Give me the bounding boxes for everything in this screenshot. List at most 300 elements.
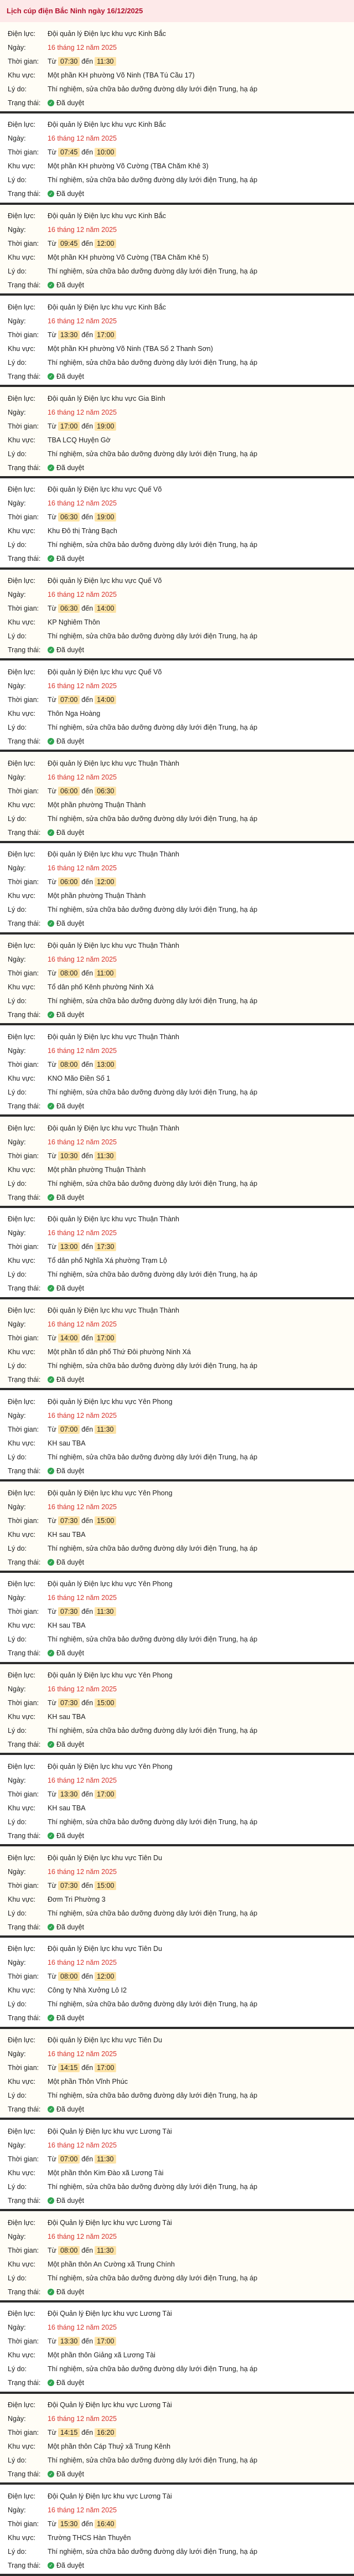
reason-row (8, 903, 354, 917)
unit-row (8, 2124, 354, 2138)
reason-row (8, 720, 354, 734)
status-row (8, 2011, 354, 2025)
time-row (8, 237, 354, 251)
check-circle-icon: ✓ (48, 100, 54, 106)
time-end: 12:00 (95, 239, 116, 248)
reason-value: Thí nghiệm, sửa chữa bảo dưỡng đường dây lưới điện Trung, hạ áp (48, 2092, 258, 2099)
reason-row (8, 1997, 354, 2011)
status-value: Đã duyệt (56, 99, 85, 107)
check-circle-icon: ✓ (48, 1285, 54, 1292)
time-to-label: đến (81, 148, 93, 157)
area-row (8, 1527, 354, 1541)
status-value: Đã duyệt (56, 1284, 85, 1293)
status-row (8, 1464, 354, 1478)
reason-row (8, 1815, 354, 1829)
time-end: 13:00 (95, 1060, 116, 1069)
area-label: Khu vực: (8, 1713, 36, 1721)
outage-record (0, 1573, 354, 1664)
area-label: Khu vực: (8, 801, 36, 809)
unit-value: Đội quản lý Điện lực khu vực Quế Võ (48, 668, 162, 676)
time-start: 07:00 (58, 695, 80, 704)
unit-row (8, 2216, 354, 2229)
reason-label: Lý do: (8, 723, 27, 731)
unit-label: Điện lực: (8, 1762, 36, 1770)
time-label: Thời gian: (8, 240, 39, 247)
time-from-label: Từ (48, 1973, 57, 1981)
status-row (8, 1282, 354, 1295)
unit-label: Điện lực: (8, 1397, 36, 1406)
time-start: 07:30 (58, 1699, 80, 1707)
area-value: Một phần thôn Giảng xã Lương Tài (48, 2351, 155, 2360)
area-label: Khu vực: (8, 983, 36, 991)
reason-label: Lý do: (8, 1453, 27, 1461)
reason-value: Thí nghiệm, sửa chữa bảo dưỡng đường dây lưới điện Trung, hạ áp (48, 906, 258, 914)
status-label: Trạng thái: (8, 372, 41, 380)
unit-label: Điện lực: (8, 2401, 36, 2409)
unit-row (8, 1851, 354, 1865)
time-row (8, 1331, 354, 1345)
area-label: Khu vực: (8, 71, 36, 79)
time-label: Thời gian: (8, 969, 39, 977)
date-label: Ngày: (8, 591, 26, 598)
time-end: 17:00 (95, 1334, 116, 1343)
unit-value: Đội quản lý Điện lực khu vực Yên Phong (48, 1671, 173, 1679)
reason-value: Thí nghiệm, sửa chữa bảo dưỡng đường dây lưới điện Trung, hạ áp (48, 2547, 258, 2556)
reason-row (8, 2362, 354, 2376)
unit-value: Đội quản lý Điện lực khu vực Thuận Thành (48, 759, 179, 767)
date-value: 16 tháng 12 năm 2025 (48, 317, 117, 325)
status-row (8, 643, 354, 657)
reason-row (8, 1268, 354, 1282)
outage-record (0, 1025, 354, 1117)
status-value: Đã duyệt (56, 1376, 85, 1383)
unit-value: Đội quản lý Điện lực khu vực Kinh Bắc (48, 212, 166, 220)
check-circle-icon: ✓ (48, 2471, 54, 2477)
area-row (8, 889, 354, 903)
date-value: 16 tháng 12 năm 2025 (48, 2415, 117, 2423)
date-row (8, 132, 354, 146)
date-value: 16 tháng 12 năm 2025 (48, 43, 117, 51)
time-to-label: đến (81, 2064, 93, 2072)
time-from-label: Từ (48, 605, 57, 612)
date-label: Ngày: (8, 1776, 26, 1784)
unit-value: Đội quản lý Điện lực khu vực Quế Võ (48, 577, 162, 585)
status-row (8, 2558, 354, 2572)
status-label: Trạng thái: (8, 2105, 41, 2113)
area-value: Một phần thôn Kim Đào xã Lương Tài (48, 2169, 164, 2177)
status-row (8, 187, 354, 201)
time-from-label: Từ (48, 1608, 57, 1616)
time-from-label: Từ (48, 331, 57, 339)
time-to-label: đến (81, 240, 93, 247)
status-value: Đã duyệt (56, 2288, 85, 2296)
time-start: 08:00 (58, 1060, 80, 1069)
reason-label: Lý do: (8, 2182, 27, 2191)
unit-label: Điện lực: (8, 942, 36, 949)
time-to-label: đến (81, 1699, 93, 1707)
status-label: Trạng thái: (8, 2470, 41, 2478)
unit-row (8, 1212, 354, 1226)
time-end: 11:30 (95, 1425, 116, 1434)
unit-label: Điện lực: (8, 303, 36, 311)
time-start: 06:30 (58, 513, 80, 522)
date-row (8, 497, 354, 510)
time-from-label: Từ (48, 57, 57, 65)
unit-label: Điện lực: (8, 2127, 36, 2135)
date-label: Ngày: (8, 1411, 26, 1419)
area-value: Trường THCS Hàn Thuyên (48, 2533, 131, 2542)
date-row (8, 1226, 354, 1240)
unit-value: Đội Quản lý Điện lực khu vực Lương Tài (48, 2218, 172, 2227)
area-label: Khu vực: (8, 2443, 36, 2450)
date-label: Ngày: (8, 43, 26, 51)
time-label: Thời gian: (8, 422, 39, 430)
time-label: Thời gian: (8, 2155, 39, 2163)
status-value: Đã duyệt (56, 2470, 85, 2478)
time-row (8, 2335, 354, 2348)
reason-row (8, 1085, 354, 1099)
unit-label: Điện lực: (8, 212, 36, 220)
status-value: Đã duyệt (56, 920, 85, 928)
unit-label: Điện lực: (8, 850, 36, 859)
area-row (8, 1619, 354, 1633)
time-end: 12:00 (95, 1972, 116, 1981)
date-row (8, 314, 354, 328)
date-value: 16 tháng 12 năm 2025 (48, 864, 117, 873)
outage-record (0, 2120, 354, 2211)
date-value: 16 tháng 12 năm 2025 (48, 1138, 117, 1146)
outage-record (0, 2485, 354, 2576)
time-row (8, 1240, 354, 1254)
unit-value: Đội quản lý Điện lực khu vực Tiên Du (48, 1945, 163, 1953)
area-row (8, 251, 354, 265)
area-value: Một phần KH phường Võ Cường (TBA Chăm Khê 5) (48, 254, 209, 261)
area-value: Công ty Nhà Xưởng Lô I2 (48, 1986, 127, 1995)
area-value: KH sau TBA (48, 1622, 86, 1630)
reason-value: Thí nghiệm, sửa chữa bảo dưỡng đường dây lưới điện Trung, hạ áp (48, 1362, 258, 1370)
unit-label: Điện lực: (8, 1945, 36, 1953)
unit-label: Điện lực: (8, 1033, 36, 1041)
time-row (8, 419, 354, 433)
area-label: Khu vực: (8, 709, 36, 717)
area-row (8, 1254, 354, 1268)
unit-row (8, 574, 354, 588)
status-label: Trạng thái: (8, 2288, 41, 2296)
time-label: Thời gian: (8, 2337, 39, 2346)
unit-value: Đội quản lý Điện lực khu vực Yên Phong (48, 1762, 173, 1770)
time-end: 11:30 (95, 57, 116, 66)
reason-label: Lý do: (8, 541, 27, 549)
unit-value: Đội quản lý Điện lực khu vực Yên Phong (48, 1397, 173, 1406)
time-label: Thời gian: (8, 513, 39, 522)
time-label: Thời gian: (8, 2064, 39, 2072)
time-row (8, 2152, 354, 2166)
unit-label: Điện lực: (8, 2218, 36, 2227)
reason-value: Thí nghiệm, sửa chữa bảo dưỡng đường dây lưới điện Trung, hạ áp (48, 1088, 258, 1096)
time-to-label: đến (81, 1060, 93, 1068)
reason-label: Lý do: (8, 2092, 27, 2099)
time-label: Thời gian: (8, 1060, 39, 1068)
unit-value: Đội quản lý Điện lực khu vực Thuận Thành (48, 942, 179, 949)
unit-label: Điện lực: (8, 1854, 36, 1862)
status-value: Đã duyệt (56, 190, 85, 198)
unit-row (8, 939, 354, 953)
area-label: Khu vực: (8, 1165, 36, 1174)
time-end: 11:30 (95, 1152, 116, 1160)
time-row (8, 693, 354, 706)
date-row (8, 1500, 354, 1514)
outage-record (0, 2394, 354, 2485)
date-value: 16 tháng 12 năm 2025 (48, 956, 117, 963)
date-value: 16 tháng 12 năm 2025 (48, 773, 117, 781)
check-circle-icon: ✓ (48, 464, 54, 471)
status-label: Trạng thái: (8, 646, 41, 654)
unit-row (8, 665, 354, 679)
reason-value: Thí nghiệm, sửa chữa bảo dưỡng đường dây lưới điện Trung, hạ áp (48, 997, 258, 1005)
area-label: Khu vực: (8, 1804, 36, 1812)
date-label: Ngày: (8, 1867, 26, 1876)
time-row (8, 1605, 354, 1619)
reason-value: Thí nghiệm, sửa chữa bảo dưỡng đường dây lưới điện Trung, hạ áp (48, 1635, 258, 1644)
check-circle-icon: ✓ (48, 190, 54, 197)
unit-label: Điện lực: (8, 1307, 36, 1314)
time-from-label: Từ (48, 787, 57, 795)
reason-row (8, 1541, 354, 1555)
date-label: Ngày: (8, 1320, 26, 1328)
date-row (8, 223, 354, 237)
reason-label: Lý do: (8, 2547, 27, 2556)
date-value: 16 tháng 12 năm 2025 (48, 408, 117, 416)
status-row (8, 1373, 354, 1387)
time-to-label: đến (81, 57, 93, 65)
area-label: Khu vực: (8, 162, 36, 171)
unit-row (8, 1121, 354, 1135)
date-value: 16 tháng 12 năm 2025 (48, 1411, 117, 1419)
date-row (8, 2412, 354, 2426)
status-value: Đã duyệt (56, 1558, 85, 1566)
outage-record (0, 2211, 354, 2303)
area-value: KH sau TBA (48, 1804, 86, 1812)
check-circle-icon: ✓ (48, 1468, 54, 1474)
area-value: KH sau TBA (48, 1530, 86, 1539)
status-value: Đã duyệt (56, 2379, 85, 2387)
date-row (8, 1135, 354, 1149)
unit-row (8, 2307, 354, 2321)
area-value: Một phần Thôn Vĩnh Phúc (48, 2078, 128, 2085)
time-start: 08:00 (58, 969, 80, 978)
status-label: Trạng thái: (8, 1376, 41, 1383)
date-row (8, 2229, 354, 2243)
area-label: Khu vực: (8, 1439, 36, 1447)
time-to-label: đến (81, 787, 93, 795)
area-label: Khu vực: (8, 2078, 36, 2085)
status-row (8, 552, 354, 566)
outage-record (0, 296, 354, 387)
area-row (8, 159, 354, 173)
outage-record (0, 1390, 354, 1481)
status-row (8, 1738, 354, 1752)
time-from-label: Từ (48, 422, 57, 430)
status-label: Trạng thái: (8, 99, 41, 107)
time-from-label: Từ (48, 1881, 57, 1890)
time-from-label: Từ (48, 1699, 57, 1707)
date-label: Ngày: (8, 2050, 26, 2058)
area-label: Khu vực: (8, 436, 36, 444)
unit-label: Điện lực: (8, 577, 36, 585)
time-to-label: đến (81, 513, 93, 522)
reason-value: Thí nghiệm, sửa chữa bảo dưỡng đường dây lưới điện Trung, hạ áp (48, 2182, 258, 2191)
area-row (8, 433, 354, 447)
date-row (8, 405, 354, 419)
date-value: 16 tháng 12 năm 2025 (48, 1867, 117, 1876)
area-label: Khu vực: (8, 2169, 36, 2177)
status-label: Trạng thái: (8, 1741, 41, 1748)
status-label: Trạng thái: (8, 737, 41, 745)
date-value: 16 tháng 12 năm 2025 (48, 1776, 117, 1784)
date-value: 16 tháng 12 năm 2025 (48, 1046, 117, 1055)
time-label: Thời gian: (8, 1425, 39, 1433)
unit-value: Đội Quản lý Điện lực khu vực Lương Tài (48, 2492, 172, 2500)
status-row (8, 734, 354, 748)
reason-label: Lý do: (8, 1635, 27, 1644)
date-label: Ngày: (8, 1959, 26, 1967)
status-row (8, 96, 354, 110)
area-row (8, 2348, 354, 2362)
time-label: Thời gian: (8, 2246, 39, 2254)
area-value: Một phần thôn Cáp Thuỷ xã Trung Kênh (48, 2443, 171, 2450)
status-row (8, 1099, 354, 1113)
unit-label: Điện lực: (8, 1580, 36, 1588)
unit-row (8, 1577, 354, 1591)
date-label: Ngày: (8, 135, 26, 143)
reason-row (8, 355, 354, 369)
reason-row (8, 1176, 354, 1190)
area-row (8, 342, 354, 355)
time-end: 19:00 (95, 422, 116, 431)
time-row (8, 2061, 354, 2075)
reason-label: Lý do: (8, 2365, 27, 2373)
time-to-label: đến (81, 1334, 93, 1342)
time-start: 14:15 (58, 2428, 80, 2437)
status-label: Trạng thái: (8, 281, 41, 289)
status-label: Trạng thái: (8, 190, 41, 198)
time-to-label: đến (81, 422, 93, 430)
check-circle-icon: ✓ (48, 555, 54, 562)
date-row (8, 953, 354, 967)
status-value: Đã duyệt (56, 1011, 85, 1019)
area-row (8, 1071, 354, 1085)
area-value: Một phần KH phường Võ Ninh (TBA Tú Cầu 17) (48, 71, 195, 79)
unit-value: Đội quản lý Điện lực khu vực Quế Võ (48, 486, 162, 494)
reason-row (8, 2180, 354, 2193)
time-start: 07:30 (58, 1607, 80, 1616)
time-to-label: đến (81, 1243, 93, 1251)
date-row (8, 1591, 354, 1605)
outage-record (0, 660, 354, 752)
unit-row (8, 1395, 354, 1408)
unit-label: Điện lực: (8, 668, 36, 676)
reason-value: Thí nghiệm, sửa chữa bảo dưỡng đường dây lưới điện Trung, hạ áp (48, 1544, 258, 1552)
time-end: 12:00 (95, 877, 116, 886)
date-value: 16 tháng 12 năm 2025 (48, 2232, 117, 2241)
area-row (8, 2531, 354, 2544)
status-label: Trạng thái: (8, 463, 41, 472)
date-value: 16 tháng 12 năm 2025 (48, 135, 117, 143)
status-row (8, 825, 354, 839)
time-start: 07:00 (58, 1425, 80, 1434)
check-circle-icon: ✓ (48, 738, 54, 745)
outage-record (0, 843, 354, 935)
reason-row (8, 265, 354, 278)
status-label: Trạng thái: (8, 1467, 41, 1475)
unit-value: Đội quản lý Điện lực khu vực Yên Phong (48, 1580, 173, 1588)
time-label: Thời gian: (8, 1881, 39, 1890)
date-row (8, 679, 354, 693)
area-row (8, 2440, 354, 2454)
unit-value: Đội quản lý Điện lực khu vực Kinh Bắc (48, 303, 166, 311)
check-circle-icon: ✓ (48, 2289, 54, 2295)
time-label: Thời gian: (8, 787, 39, 795)
check-circle-icon: ✓ (48, 2562, 54, 2569)
outage-record (0, 387, 354, 478)
date-row (8, 770, 354, 784)
area-label: Khu vực: (8, 1257, 36, 1265)
time-label: Thời gian: (8, 1243, 39, 1251)
unit-row (8, 1304, 354, 1318)
date-label: Ngày: (8, 1229, 26, 1237)
date-label: Ngày: (8, 317, 26, 325)
reason-row (8, 173, 354, 187)
area-row (8, 798, 354, 812)
time-label: Thời gian: (8, 1790, 39, 1798)
time-row (8, 1514, 354, 1527)
check-circle-icon: ✓ (48, 1650, 54, 1656)
time-end: 17:00 (95, 331, 116, 339)
date-value: 16 tháng 12 năm 2025 (48, 682, 117, 690)
unit-row (8, 1030, 354, 1044)
status-value: Đã duyệt (56, 1923, 85, 1931)
time-end: 06:30 (95, 787, 116, 796)
unit-row (8, 848, 354, 861)
area-value: KNO Mão Điền Số 1 (48, 1074, 111, 1082)
time-start: 06:00 (58, 877, 80, 886)
time-to-label: đến (81, 1516, 93, 1525)
time-row (8, 2517, 354, 2531)
unit-label: Điện lực: (8, 121, 36, 129)
area-label: Khu vực: (8, 344, 36, 353)
status-value: Đã duyệt (56, 1741, 85, 1748)
reason-value: Thí nghiệm, sửa chữa bảo dưỡng đường dây lưới điện Trung, hạ áp (48, 1727, 258, 1734)
reason-value: Thí nghiệm, sửa chữa bảo dưỡng đường dây lưới điện Trung, hạ áp (48, 814, 258, 823)
time-start: 14:00 (58, 1334, 80, 1343)
area-value: KP Nghiêm Thôn (48, 618, 100, 626)
area-row (8, 980, 354, 994)
reason-label: Lý do: (8, 997, 27, 1005)
unit-value: Đội quản lý Điện lực khu vực Kinh Bắc (48, 121, 166, 129)
date-label: Ngày: (8, 2141, 26, 2149)
date-label: Ngày: (8, 2324, 26, 2332)
date-value: 16 tháng 12 năm 2025 (48, 1594, 117, 1602)
check-circle-icon: ✓ (48, 1741, 54, 1748)
check-circle-icon: ✓ (48, 1011, 54, 1018)
status-label: Trạng thái: (8, 1649, 41, 1658)
reason-value: Thí nghiệm, sửa chữa bảo dưỡng đường dây lưới điện Trung, hạ áp (48, 723, 258, 731)
unit-label: Điện lực: (8, 1671, 36, 1679)
reason-label: Lý do: (8, 1544, 27, 1552)
reason-value: Thí nghiệm, sửa chữa bảo dưỡng đường dây lưới điện Trung, hạ áp (48, 1453, 258, 1461)
status-value: Đã duyệt (56, 281, 85, 289)
time-label: Thời gian: (8, 148, 39, 157)
